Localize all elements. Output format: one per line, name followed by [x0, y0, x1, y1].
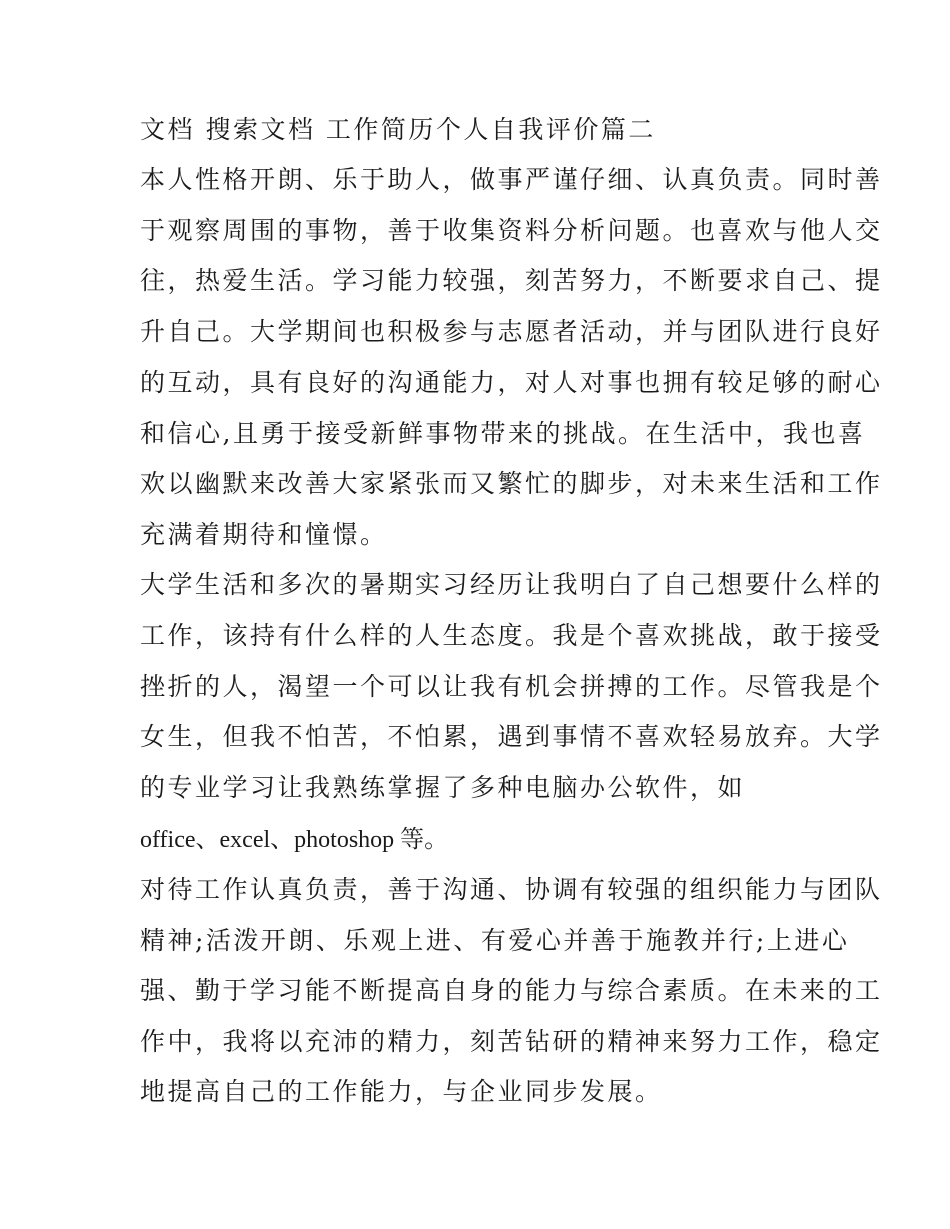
text-line: 于观察周围的事物，善于收集资料分析问题。也喜欢与他人交	[140, 216, 883, 245]
text-line: 强、勤于学习能不断提高自身的能力与综合素质。在未来的工	[140, 976, 883, 1005]
text-line: 大学生活和多次的暑期实习经历让我明白了自己想要什么样的	[140, 570, 883, 599]
text-line: 挫折的人，渴望一个可以让我有机会拼搏的工作。尽管我是个	[140, 672, 883, 701]
text-line: 升自己。大学期间也积极参与志愿者活动，并与团队进行良好	[140, 317, 883, 346]
text-line: 的互动，具有良好的沟通能力，对人对事也拥有较足够的耐心	[140, 368, 883, 397]
text-line: 充满着期待和憧憬。	[140, 520, 388, 549]
text-line: 精神;活泼开朗、乐观上进、有爱心并善于施教并行;上进心	[140, 926, 850, 955]
text-line: 欢以幽默来改善大家紧张而又繁忙的脚步，对未来生活和工作	[140, 469, 883, 498]
text-line: 地提高自己的工作能力，与企业同步发展。	[140, 1077, 663, 1106]
text-line: 和信心,且勇于接受新鲜事物带来的挑战。在生活中，我也喜	[140, 419, 866, 448]
text-line: 的专业学习让我熟练掌握了多种电脑办公软件，如	[140, 773, 746, 802]
text-line: 女生，但我不怕苦，不怕累，遇到事情不喜欢轻易放弃。大学	[140, 722, 883, 751]
text-line: 往，热爱生活。学习能力较强，刻苦努力，不断要求自己、提	[140, 266, 883, 295]
text-line: 作中，我将以充沛的精力，刻苦钻研的精神来努力工作，稳定	[140, 1027, 883, 1056]
text-line: 本人性格开朗、乐于助人，做事严谨仔细、认真负责。同时善	[140, 165, 883, 194]
document-title: 文档 搜索文档 工作简历个人自我评价篇二	[140, 115, 656, 144]
text-line: office、excel、photoshop 等。	[140, 827, 449, 853]
text-line: 工作，该持有什么样的人生态度。我是个喜欢挑战，敢于接受	[140, 621, 883, 650]
text-line: 对待工作认真负责，善于沟通、协调有较强的组织能力与团队	[140, 875, 883, 904]
